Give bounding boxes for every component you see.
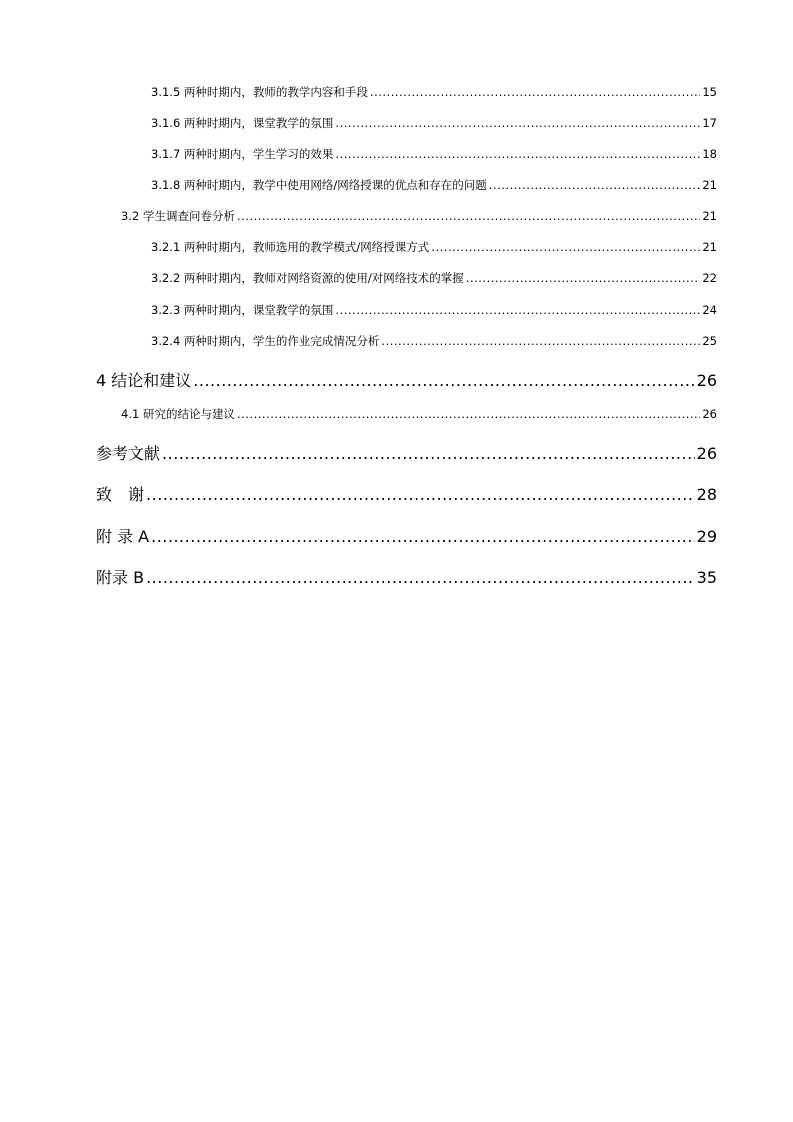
toc-page-number: 21 xyxy=(702,178,717,192)
toc-page-number: 35 xyxy=(696,568,717,587)
toc-page-number: 26 xyxy=(702,407,717,421)
toc-entry-chapter-4[interactable] xyxy=(96,368,717,391)
toc-entry-3-1-5[interactable] xyxy=(151,84,717,100)
toc-entry-title: 参考文献 xyxy=(96,444,161,463)
toc-entry-3-1-7[interactable] xyxy=(151,146,717,162)
toc-entry-title: 3.1.7 两种时期内，学生学习的效果 xyxy=(151,147,334,161)
toc-entry-title: 3.2.4 两种时期内，学生的作业完成情况分析 xyxy=(151,334,380,348)
toc-entry-3-2-3[interactable] xyxy=(151,302,717,318)
toc-page-number: 17 xyxy=(702,116,717,130)
toc-dot-leader xyxy=(237,407,700,421)
toc-dot-leader xyxy=(162,444,695,463)
toc-dot-leader xyxy=(151,527,695,546)
toc-dot-leader xyxy=(237,209,700,223)
toc-page-number: 18 xyxy=(702,147,717,161)
toc-dot-leader xyxy=(146,568,695,587)
toc-dot-leader xyxy=(335,303,700,317)
toc-dot-leader xyxy=(431,240,700,254)
toc-entry-3-1-8[interactable] xyxy=(151,177,717,193)
toc-entry-references[interactable] xyxy=(96,441,717,464)
toc-entry-3-1-6[interactable] xyxy=(151,115,717,131)
toc-page-number: 26 xyxy=(696,444,717,463)
toc-dot-leader xyxy=(193,371,694,390)
toc-page-number: 28 xyxy=(696,485,717,504)
toc-entry-title: 3.2 学生调查问卷分析 xyxy=(121,209,235,223)
toc-dot-leader xyxy=(489,178,701,192)
toc-entry-title: 附录 B xyxy=(96,568,145,587)
toc-page-number: 21 xyxy=(702,240,717,254)
toc-page-number: 22 xyxy=(702,271,717,285)
toc-entry-appendix-b[interactable] xyxy=(96,565,717,588)
toc-entry-3-2-2[interactable] xyxy=(151,270,717,286)
toc-entry-title: 4.1 研究的结论与建议 xyxy=(121,407,235,421)
toc-entry-title: 3.2.1 两种时期内，教师选用的教学模式/网络授课方式 xyxy=(151,240,430,254)
toc-entry-title: 4 结论和建议 xyxy=(96,371,192,390)
toc-page-number: 21 xyxy=(702,209,717,223)
toc-entry-title: 附 录 A xyxy=(96,527,150,546)
toc-page-number: 15 xyxy=(702,85,717,99)
toc-entry-acknowledgements[interactable] xyxy=(96,482,717,505)
toc-dot-leader xyxy=(335,147,700,161)
toc-dot-leader xyxy=(146,485,695,504)
toc-entry-3-2-4[interactable] xyxy=(151,333,717,349)
toc-dot-leader xyxy=(335,116,700,130)
toc-entry-title: 3.1.6 两种时期内，课堂教学的氛围 xyxy=(151,116,334,130)
toc-entry-title: 3.2.3 两种时期内，课堂教学的氛围 xyxy=(151,303,334,317)
toc-page-number: 26 xyxy=(696,371,717,390)
toc-page-number: 24 xyxy=(702,303,717,317)
toc-dot-leader xyxy=(381,334,700,348)
toc-entry-3-2-1[interactable] xyxy=(151,239,717,255)
toc-entry-title: 3.2.2 两种时期内，教师对网络资源的使用/对网络技术的掌握 xyxy=(151,271,464,285)
toc-entry-appendix-a[interactable] xyxy=(96,524,717,547)
toc-entry-title: 3.1.5 两种时期内，教师的教学内容和手段 xyxy=(151,85,368,99)
toc-page-number: 25 xyxy=(702,334,717,348)
toc-entry-title: 3.1.8 两种时期内，教学中使用网络/网络授课的优点和存在的问题 xyxy=(151,178,487,192)
toc-entry-3-2[interactable] xyxy=(121,208,717,224)
toc-dot-leader xyxy=(466,271,701,285)
toc-page-number: 29 xyxy=(696,527,717,546)
toc-entry-title: 致 谢 xyxy=(96,485,145,504)
toc-entry-4-1[interactable] xyxy=(121,406,717,422)
toc-dot-leader xyxy=(370,85,700,99)
